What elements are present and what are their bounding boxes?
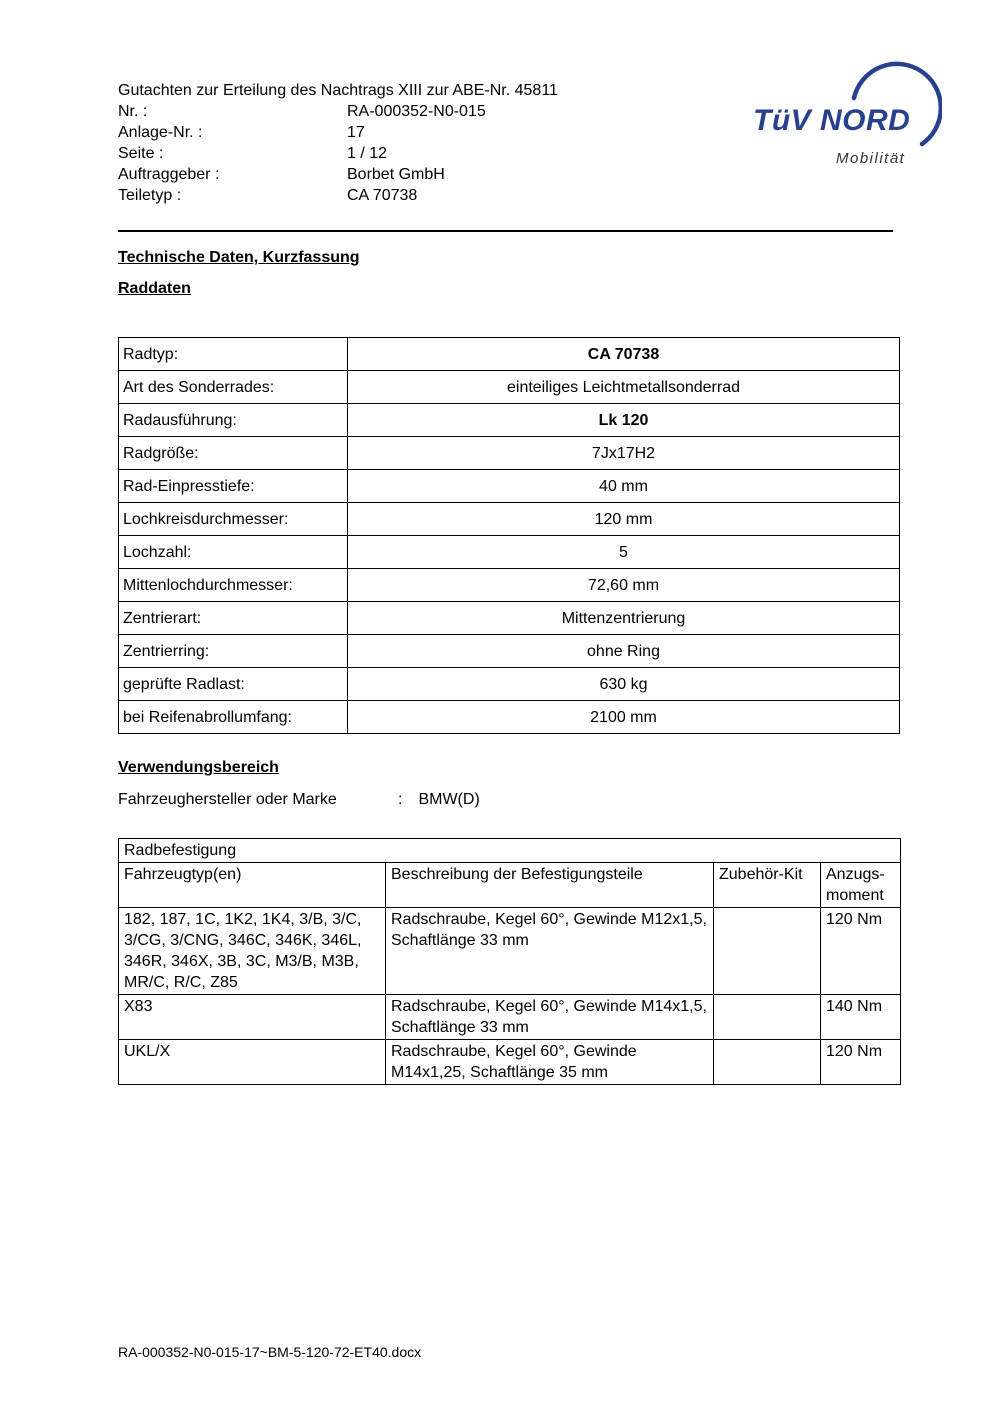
header-field-label: Teiletyp : (118, 187, 182, 204)
befestigung-cell-fahrzeugtyp: UKL/X (119, 1040, 386, 1085)
manufacturer-separator: : (398, 791, 403, 808)
raddaten-row (119, 338, 900, 371)
footer-filename: RA-000352-N0-015-17~BM-5-120-72-ET40.docx (118, 1344, 422, 1360)
header-field-value: Borbet GmbH (347, 166, 445, 183)
tuv-nord-logo (753, 58, 945, 170)
raddaten-heading: Raddaten (118, 280, 191, 297)
raddaten-row-label: Mittenlochdurchmesser: (119, 569, 348, 602)
raddaten-row (119, 701, 900, 734)
befestigung-title-row (119, 839, 901, 863)
raddaten-table (118, 337, 900, 734)
raddaten-row-value: 2100 mm (348, 701, 900, 734)
raddaten-row (119, 635, 900, 668)
raddaten-row-label: bei Reifenabrollumfang: (119, 701, 348, 734)
raddaten-row-label: Lochzahl: (119, 536, 348, 569)
befestigung-cell-anzugsmoment: 140 Nm (821, 995, 901, 1040)
logo-wordmark: TüV NORD (753, 104, 911, 137)
raddaten-row-value: 72,60 mm (348, 569, 900, 602)
document-title: Gutachten zur Erteilung des Nachtrags XIII zur ABE-Nr. 45811 (118, 82, 558, 99)
befestigung-cell-fahrzeugtyp: X83 (119, 995, 386, 1040)
header-field-row (118, 185, 558, 206)
befestigung-header-beschreibung: Beschreibung der Befestigungsteile (386, 863, 714, 908)
document-header (118, 80, 558, 206)
header-fields (118, 101, 558, 206)
befestigung-cell-anzugsmoment: 120 Nm (821, 1040, 901, 1085)
manufacturer-value: BMW(D) (418, 791, 480, 808)
raddaten-row-value: 7Jx17H2 (348, 437, 900, 470)
raddaten-row-value: CA 70738 (348, 338, 900, 371)
raddaten-row-label: Zentrierring: (119, 635, 348, 668)
befestigung-header-fahrzeugtyp: Fahrzeugtyp(en) (119, 863, 386, 908)
header-field-row (118, 143, 558, 164)
raddaten-row (119, 536, 900, 569)
header-field-label: Nr. : (118, 103, 148, 120)
raddaten-row (119, 569, 900, 602)
logo-subtitle: Mobilität (836, 150, 906, 167)
befestigung-cell-beschreibung: Radschraube, Kegel 60°, Gewinde M12x1,5, Schaftlänge 33 mm (386, 908, 714, 995)
befestigung-cell-anzugsmoment: 120 Nm (821, 908, 901, 995)
header-field-row (118, 101, 558, 122)
raddaten-row-value: einteiliges Leichtmetallsonderrad (348, 371, 900, 404)
befestigung-header-anzugsmoment: Anzugs-moment (821, 863, 901, 908)
raddaten-row-value: 40 mm (348, 470, 900, 503)
befestigung-cell-zubehoer-kit (714, 908, 821, 995)
befestigung-table-body (119, 908, 901, 1085)
raddaten-row-value: 630 kg (348, 668, 900, 701)
befestigung-table-title: Radbefestigung (119, 839, 901, 863)
raddaten-row (119, 470, 900, 503)
raddaten-row-label: geprüfte Radlast: (119, 668, 348, 701)
raddaten-row (119, 437, 900, 470)
raddaten-row-label: Radtyp: (119, 338, 348, 371)
befestigung-header-row (119, 863, 901, 908)
header-field-value: CA 70738 (347, 187, 418, 204)
header-field-value: RA-000352-N0-015 (347, 103, 486, 120)
befestigung-row (119, 908, 901, 995)
raddaten-row-label: Lochkreisdurchmesser: (119, 503, 348, 536)
header-field-row (118, 164, 558, 185)
befestigung-header-zubehoer-kit: Zubehör-Kit (714, 863, 821, 908)
raddaten-row-value: ohne Ring (348, 635, 900, 668)
raddaten-row (119, 371, 900, 404)
raddaten-row-label: Art des Sonderrades: (119, 371, 348, 404)
raddaten-row-value: Mittenzentrierung (348, 602, 900, 635)
raddaten-row (119, 668, 900, 701)
header-field-label: Auftraggeber : (118, 166, 220, 183)
befestigung-table-head (119, 839, 901, 908)
technical-data-heading: Technische Daten, Kurzfassung (118, 249, 360, 266)
raddaten-table-body (119, 338, 900, 734)
raddaten-row-value: Lk 120 (348, 404, 900, 437)
befestigung-cell-fahrzeugtyp: 182, 187, 1C, 1K2, 1K4, 3/B, 3/C, 3/CG, 3/CNG, 346C, 346K, 346L, 346R, 346X, 3B, 3C, M3/B, M3B, MR/C, R/C, Z85 (119, 908, 386, 995)
raddaten-row (119, 503, 900, 536)
radbefestigung-table (118, 838, 901, 1085)
header-field-label: Seite : (118, 145, 164, 162)
manufacturer-label: Fahrzeughersteller oder Marke (118, 791, 337, 808)
raddaten-row (119, 404, 900, 437)
befestigung-row (119, 995, 901, 1040)
raddaten-row-label: Radausführung: (119, 404, 348, 437)
befestigung-cell-beschreibung: Radschraube, Kegel 60°, Gewinde M14x1,5, Schaftlänge 33 mm (386, 995, 714, 1040)
raddaten-row-label: Rad-Einpresstiefe: (119, 470, 348, 503)
manufacturer-line (118, 789, 480, 810)
raddaten-row-value: 120 mm (348, 503, 900, 536)
raddaten-row-label: Zentrierart: (119, 602, 348, 635)
befestigung-cell-beschreibung: Radschraube, Kegel 60°, Gewinde M14x1,25, Schaftlänge 35 mm (386, 1040, 714, 1085)
raddaten-row (119, 602, 900, 635)
befestigung-cell-zubehoer-kit (714, 995, 821, 1040)
header-field-value: 17 (347, 124, 365, 141)
header-field-value: 1 / 12 (347, 145, 388, 162)
header-divider (118, 230, 893, 232)
header-field-row (118, 122, 558, 143)
befestigung-cell-zubehoer-kit (714, 1040, 821, 1085)
raddaten-row-value: 5 (348, 536, 900, 569)
header-field-label: Anlage-Nr. : (118, 124, 203, 141)
befestigung-row (119, 1040, 901, 1085)
raddaten-row-label: Radgröße: (119, 437, 348, 470)
verwendungsbereich-heading: Verwendungsbereich (118, 759, 279, 776)
